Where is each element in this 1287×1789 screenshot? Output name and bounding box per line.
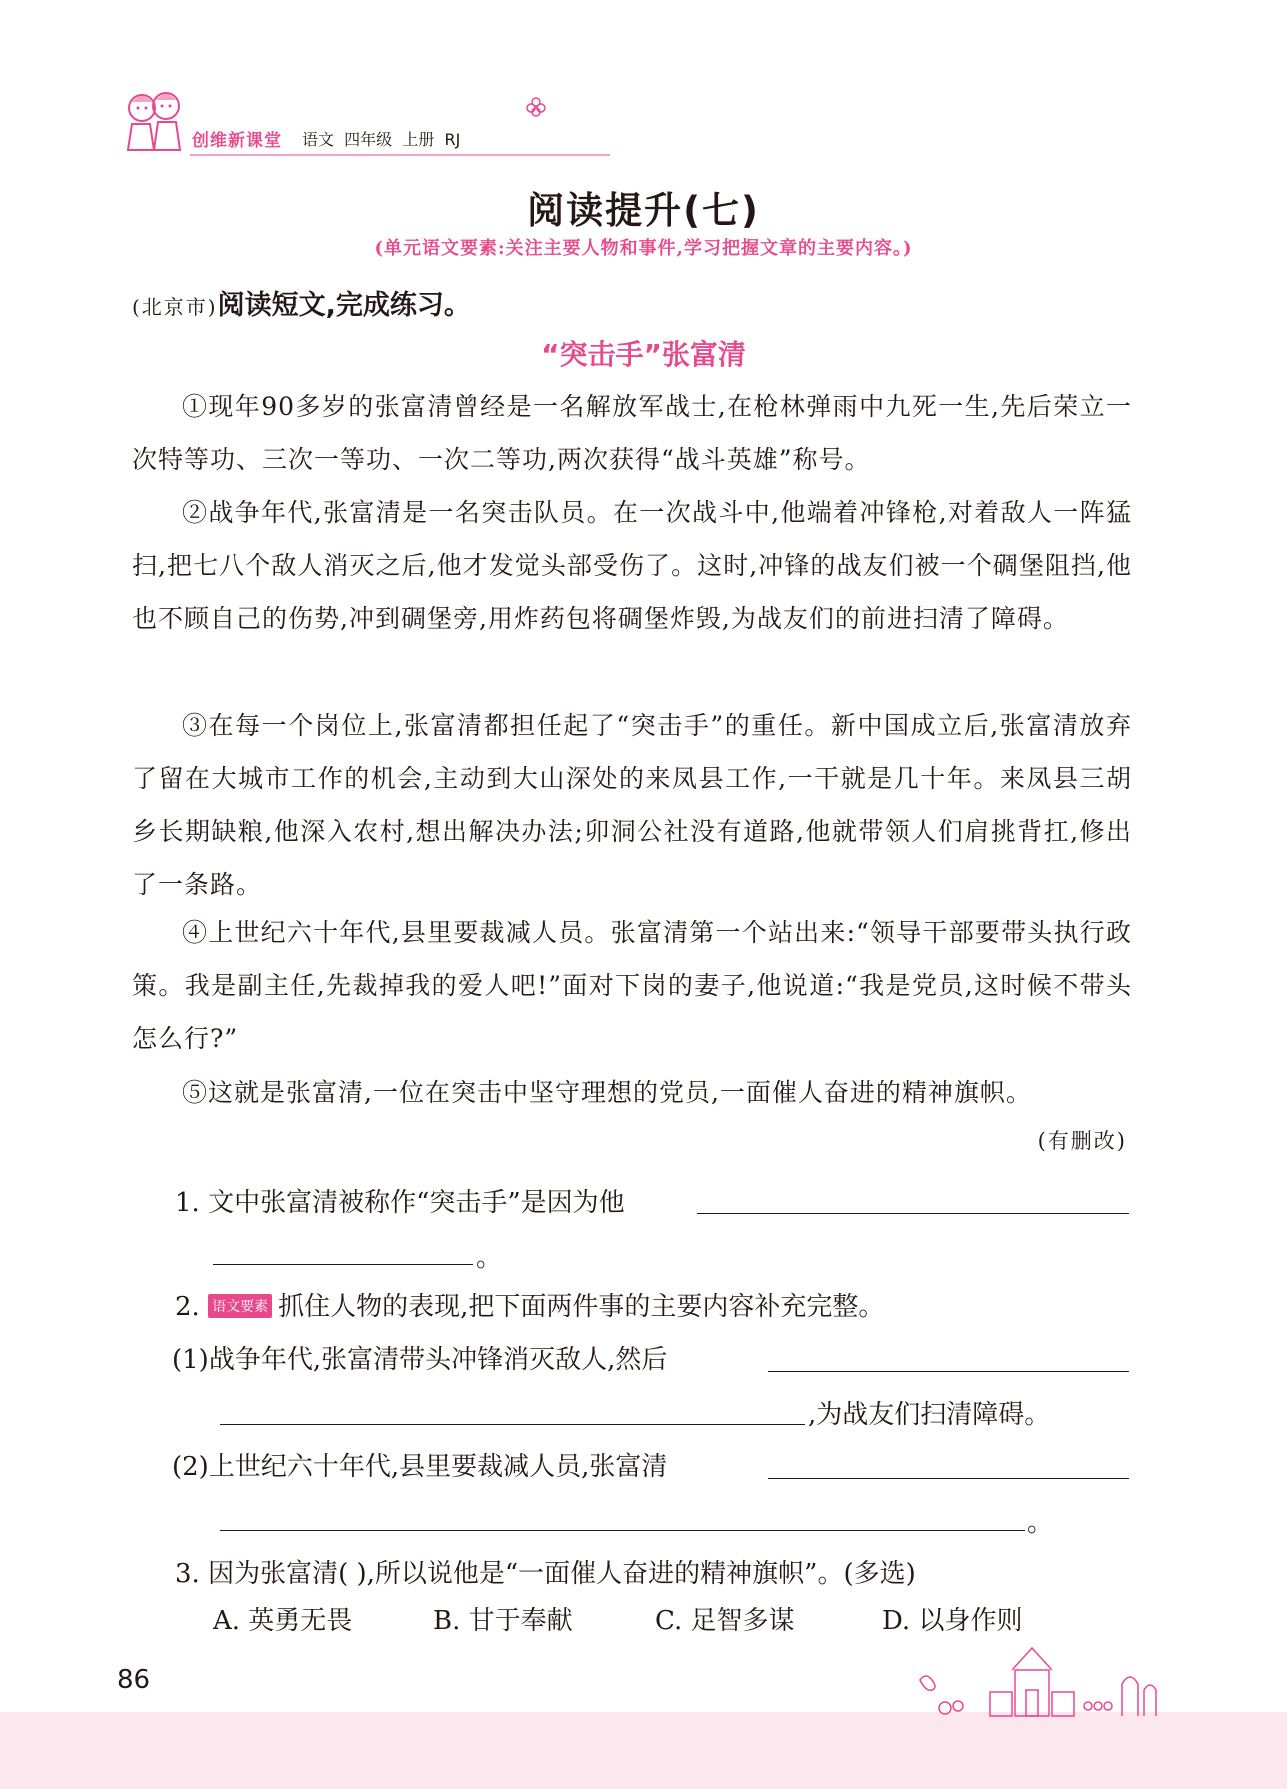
option-c[interactable]: C. 足智多谋 [655, 1606, 795, 1636]
instruction-text: 阅读短文,完成练习。 [217, 290, 471, 321]
question-1-end: 。 [476, 1243, 503, 1273]
article-title: “突击手”张富清 [541, 338, 746, 371]
page-title: 阅读提升(七) [527, 189, 760, 232]
question-1: 1. 文中张富清被称作“突击手”是因为他 [175, 1188, 625, 1218]
article-paragraph-3: ③在每一个岗位上,张富清都担任起了“突击手”的重任。新中国成立后,张富清放弃了留在大城市工作的机会,主动到大山深处的来凤县工作,一干就是几十年。来凤县三胡乡长期缺粮,他深入农村,想出解决办法;卯洞公社没有道路,他就带领人们肩挑背扛,修出了一条路。 [132, 711, 1132, 899]
subject-info: 语文 四年级 上册 RJ [302, 130, 461, 149]
castle-decoration-icon [900, 1640, 1160, 1720]
brand-name: 创维新课堂 [192, 131, 282, 151]
question-2-sub1-end: ,为战友们扫清障碍。 [808, 1400, 1051, 1430]
header-divider [190, 154, 610, 156]
page-header [120, 88, 640, 158]
question-2-sub2: (2)上世纪六十年代,县里要裁减人员,张富清 [172, 1452, 668, 1482]
question-3: 3. 因为张富清( ),所以说他是“一面催人奋进的精神旗帜”。(多选) [175, 1559, 916, 1589]
question-2-number: 2. [175, 1292, 200, 1322]
source-note: (有删改) [1037, 1129, 1127, 1153]
answer-blank-2c[interactable] [768, 1478, 1129, 1479]
language-element-badge: 语文要素 [208, 1294, 272, 1318]
answer-blank-1b[interactable] [213, 1264, 473, 1265]
answer-blank-1a[interactable] [697, 1213, 1129, 1214]
instruction-source: (北京市) [132, 295, 218, 319]
article-paragraph-2: ②战争年代,张富清是一名突击队员。在一次战斗中,他端着冲锋枪,对着敌人一阵猛扫,把七八个敌人消灭之后,他才发觉头部受伤了。这时,冲锋的战友们被一个碉堡阻挡,他也不顾自己的伤势,冲到碉堡旁,用炸药包将碉堡炸毁,为战友们的前进扫清了障碍。 [132, 498, 1132, 633]
option-a[interactable]: A. 英勇无畏 [213, 1606, 353, 1636]
article-paragraph-1: ①现年90多岁的张富清曾经是一名解放军战士,在枪林弹雨中九死一生,先后荣立一次特等功、三次一等功、一次二等功,两次获得“战斗英雄”称号。 [132, 392, 1132, 474]
answer-blank-2d[interactable] [220, 1530, 1025, 1531]
page-number: 86 [117, 1665, 151, 1695]
option-b[interactable]: B. 甘于奉献 [433, 1606, 573, 1636]
answer-blank-2b[interactable] [220, 1424, 805, 1425]
question-2-text: 抓住人物的表现,把下面两件事的主要内容补充完整。 [278, 1292, 885, 1322]
question-2-sub1: (1)战争年代,张富清带头冲锋消灭敌人,然后 [172, 1345, 668, 1375]
cartoon-girls-icon [120, 88, 190, 156]
article-paragraph-5: ⑤这就是张富清,一位在突击中坚守理想的党员,一面催人奋进的精神旗帜。 [182, 1078, 1032, 1107]
article-paragraph-4: ④上世纪六十年代,县里要裁减人员。张富清第一个站出来:“领导干部要带头执行政策。我是副主任,先裁掉我的爱人吧!”面对下岗的妻子,他说道:“我是党员,这时候不带头怎么行?” [132, 918, 1132, 1053]
footer-band [0, 1712, 1287, 1789]
flower-icon [525, 96, 547, 118]
unit-element-note: (单元语文要素:关注主要人物和事件,学习把握文章的主要内容。) [374, 238, 913, 259]
option-d[interactable]: D. 以身作则 [882, 1606, 1023, 1636]
answer-blank-2a[interactable] [768, 1371, 1129, 1372]
instruction [132, 283, 471, 322]
question-2 [175, 1286, 884, 1323]
question-2-sub2-end: 。 [1027, 1508, 1054, 1538]
